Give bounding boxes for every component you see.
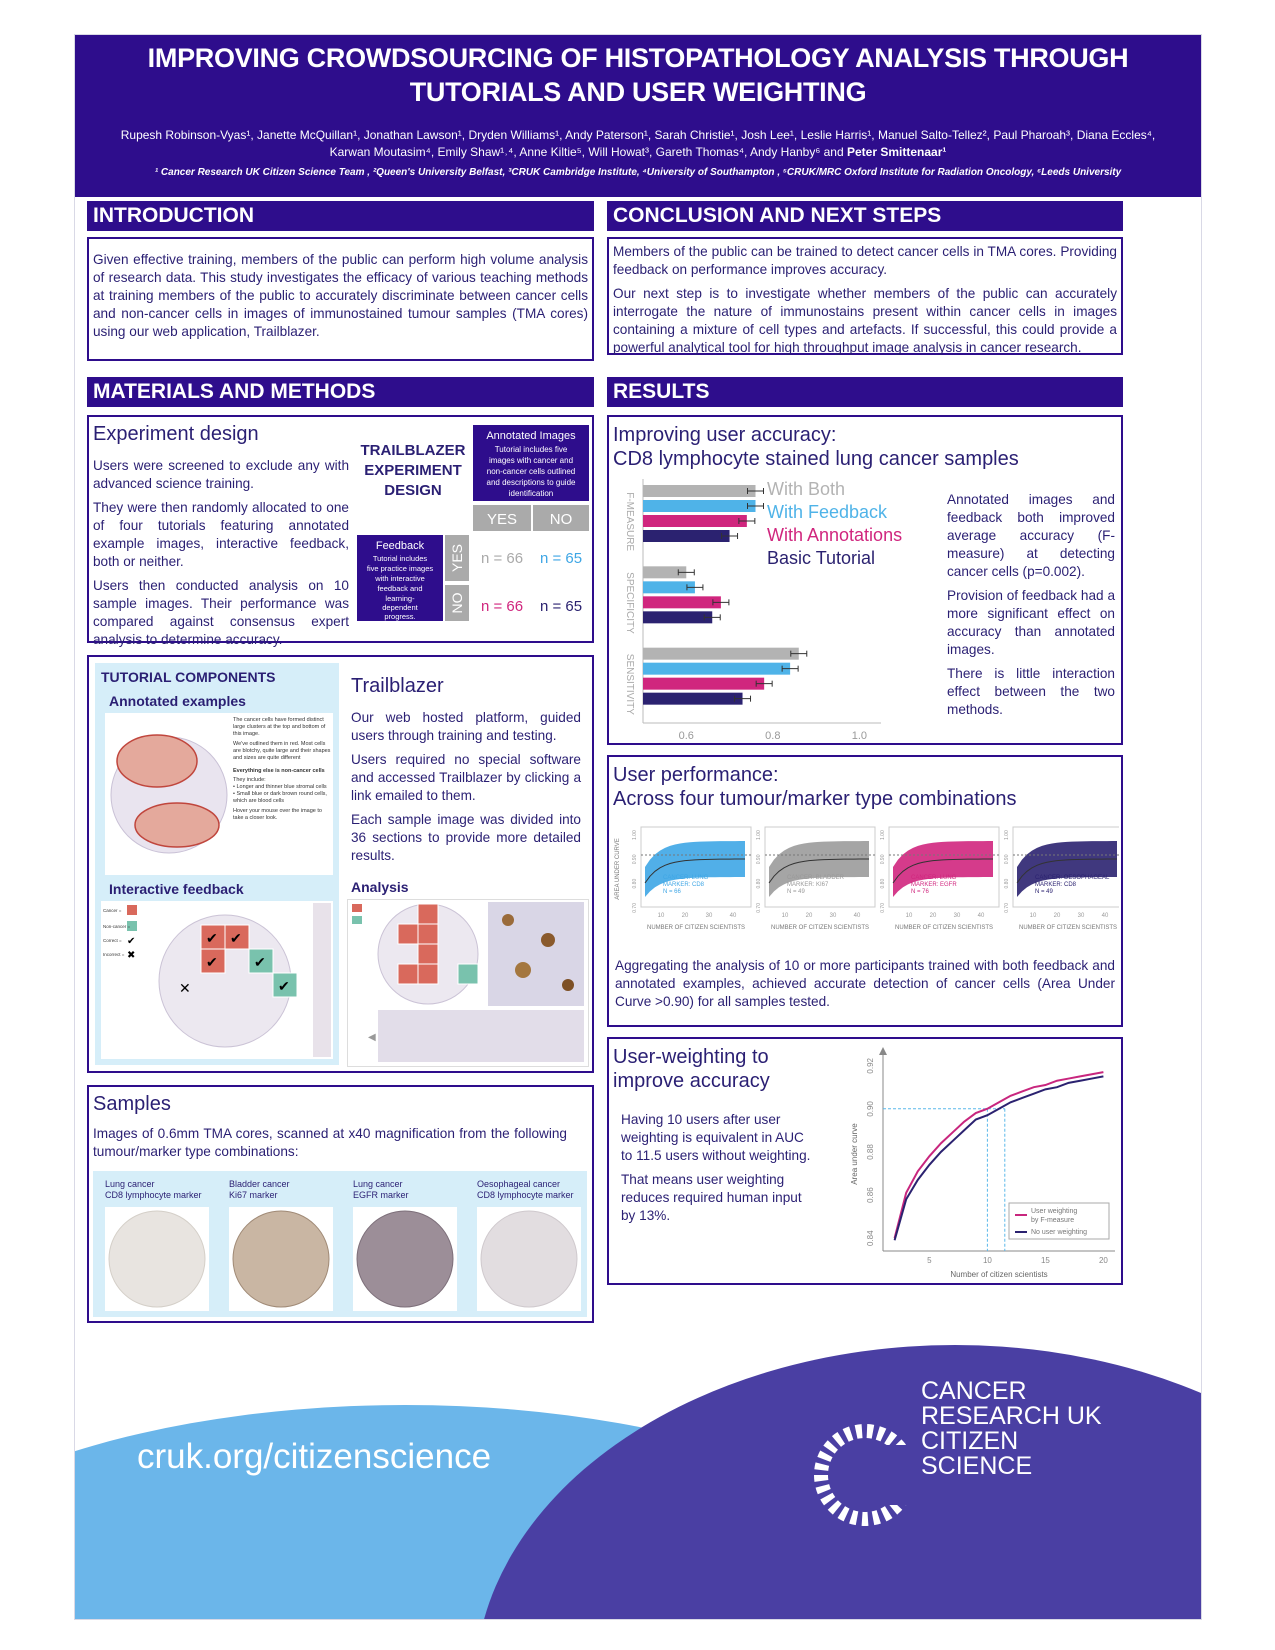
section-results: RESULTS: [607, 377, 1123, 407]
sample-core-images: [93, 1171, 587, 1317]
auc-y-tick: 0.90: [632, 854, 638, 865]
auc-y-tick: 0.70: [756, 903, 762, 913]
authors: [99, 127, 1177, 161]
accuracy-p3: There is little interaction effect between the two methods.: [947, 666, 1115, 717]
auc-y-tick: 1.00: [880, 830, 886, 841]
auc-panel-label-3: N = 49: [1035, 889, 1053, 895]
bar: [643, 596, 721, 608]
line-y-tick: 0.90: [866, 1101, 875, 1117]
bar-x-tick: 0.6: [678, 730, 694, 742]
line-xlabel: Number of citizen scientists: [950, 1270, 1048, 1279]
auc-panel-label-3: N = 76: [911, 889, 929, 895]
cell-feedback: n = 65: [539, 550, 583, 567]
weighting-line-chart: [831, 1043, 1121, 1281]
conclusion-p1: Members of the public can be trained to detect cancer cells in TMA cores. Providing feedback on performance improves accuracy.: [613, 244, 1117, 277]
auc-y-tick: 0.70: [880, 903, 886, 913]
bar-x-tick: 1.0: [851, 730, 868, 742]
sample-2-l2: Ki67 marker: [229, 1190, 278, 1200]
sample-2-l1: Bladder cancer: [229, 1179, 290, 1189]
cell-basic: n = 65: [539, 598, 583, 615]
bar-legend-item: With Both: [767, 479, 846, 499]
experiment-design-box: [87, 415, 594, 647]
annot-caption-2: We've outlined them in red. Most cells are blotchy, quite large and their shapes and sizes are quite different: [233, 741, 331, 761]
fb-l6: dependent: [382, 603, 418, 612]
accuracy-title-1: Improving user accuracy:: [613, 424, 837, 446]
annot-caption-6: • Small blue or dark brown round cells, which are blood cells: [233, 791, 327, 804]
performance-text: Aggregating the analysis of 10 or more participants trained with both feedback and annotated examples, achieved accurate detection of cancer cells (Area Under Curve >0.90) for all samples tested.: [615, 958, 1115, 1009]
auc-x-tick: 30: [829, 913, 837, 919]
cell-annotations: n = 66: [480, 598, 524, 615]
auc-panel-label-1: CANCER: BLADDER: [787, 875, 845, 881]
auc-panel-label-2: MARKER: EGFR: [911, 882, 957, 888]
samples-panel: [93, 1171, 587, 1317]
analysis-label: Analysis: [351, 879, 409, 895]
fb-l1: Tutorial includes: [372, 554, 428, 563]
sample-4-l1: Oesophageal cancer: [477, 1179, 561, 1189]
performance-title: [613, 763, 1017, 811]
trailblazer-p3: Each sample image was divided into 36 sections to provide more detailed results.: [351, 812, 581, 863]
weighting-box: [607, 1037, 1123, 1285]
poster-title: [75, 41, 1201, 109]
annot-l5: identification: [508, 489, 554, 498]
annot-title: Annotated Images: [486, 430, 576, 442]
auc-y-tick: 0.80: [756, 878, 762, 889]
authors-last: Peter Smittenaar¹: [846, 145, 947, 159]
legend-weighting-1: User weighting: [1031, 1208, 1078, 1215]
auc-y-tick: 0.70: [632, 903, 638, 913]
auc-y-tick: 0.90: [756, 854, 762, 865]
svg-text:✔: ✔: [230, 930, 242, 946]
col-yes: YES: [486, 511, 518, 528]
auc-y-tick: 0.80: [1004, 878, 1010, 889]
accuracy-box: [607, 415, 1123, 745]
bar-category-label: SPECIFICITY: [624, 572, 635, 634]
accuracy-p2: Provision of feedback had a more significant effect on accuracy than annotated images.: [947, 588, 1115, 657]
y-axis-arrow: [879, 1047, 887, 1055]
auc-x-tick: 40: [1101, 913, 1109, 919]
logo-line-3: CITIZEN: [921, 1427, 1019, 1455]
svg-text:◀: ◀: [368, 1032, 376, 1043]
legend-weighting-2: by F-measure: [1031, 1217, 1075, 1224]
auc-xlabel: NUMBER OF CITIZEN SCIENTISTS: [770, 925, 870, 931]
auc-xlabel: NUMBER OF CITIZEN SCIENTISTS: [646, 925, 746, 931]
bar-legend-item: With Annotations: [767, 525, 903, 545]
fb-l7: progress.: [384, 612, 416, 621]
auc-x-tick: 20: [929, 913, 937, 919]
sample-3-l2: EGFR marker: [353, 1190, 409, 1200]
annot-l2: images with cancer and: [488, 456, 574, 465]
annot-caption-1: The cancer cells have formed distinct large clusters at the top and bottom of this image.: [233, 717, 326, 737]
samples-box: [87, 1085, 594, 1323]
annotated-examples-label: Annotated examples: [109, 693, 246, 709]
annot-l4: and descriptions to guide: [486, 478, 576, 487]
bar: [643, 611, 712, 623]
bar-x-tick: 0.8: [765, 730, 781, 742]
fb-l2: five practice images: [366, 564, 434, 573]
sample-1-l2: CD8 lymphocyte marker: [105, 1190, 202, 1200]
line-x-tick: 15: [1040, 1256, 1050, 1265]
bar: [643, 693, 743, 705]
auc-y-tick: 0.90: [1004, 854, 1010, 865]
weighting-title-1: User-weighting to: [613, 1046, 769, 1068]
interactive-feedback-image: [101, 901, 333, 1059]
annot-caption-3: Everything else is non-cancer cells: [233, 768, 325, 774]
bar: [643, 530, 730, 542]
experiment-design-text: [93, 457, 349, 655]
design-title-2: EXPERIMENT: [364, 462, 462, 479]
auc-xlabel: NUMBER OF CITIZEN SCIENTISTS: [1018, 925, 1118, 931]
auc-panel-label-1: CANCER: LUNG: [663, 875, 709, 881]
auc-y-tick: 1.00: [632, 830, 638, 841]
experiment-p2: They were then randomly allocated to one of four tutorials featuring annotated example images, interactive feedback, both or neither.: [93, 500, 349, 569]
samples-title: Samples: [93, 1093, 171, 1115]
svg-text:✔: ✔: [206, 930, 218, 946]
auc-panel-label-3: N = 49: [787, 889, 805, 895]
section-conclusion: CONCLUSION AND NEXT STEPS: [607, 201, 1123, 231]
section-methods: MATERIALS AND METHODS: [87, 377, 594, 407]
col-no: NO: [549, 511, 573, 528]
experiment-design-title: Experiment design: [93, 423, 259, 445]
annotated-example-image: [105, 713, 333, 875]
auc-x-tick: 20: [1053, 913, 1061, 919]
svg-text:✔: ✔: [127, 936, 136, 947]
svg-text:✖: ✖: [127, 950, 136, 961]
trailblazer-title: Trailblazer: [351, 675, 444, 697]
bar-category-label: SENSITIVITY: [624, 653, 635, 715]
legend-none: No user weighting: [1031, 1229, 1088, 1236]
row-yes: YES: [449, 543, 465, 573]
annot-l3: non-cancer cells outlined: [486, 467, 576, 476]
weighting-text: [621, 1111, 817, 1231]
line-x-tick: 10: [982, 1256, 992, 1265]
bar: [643, 648, 799, 660]
legend-noncancer: Non-cancer =: [103, 924, 131, 929]
cell-both: n = 66: [480, 550, 524, 567]
trailblazer-p1: Our web hosted platform, guided users through training and testing.: [351, 710, 581, 743]
legend-cancer: Cancer =: [103, 908, 122, 913]
logo-line-1: CANCER: [921, 1377, 1027, 1405]
bar-legend-item: With Feedback: [767, 502, 888, 522]
accuracy-title-2: CD8 lymphocyte stained lung cancer samples: [613, 448, 1019, 470]
annotated-example-caption: [233, 717, 331, 822]
accuracy-p1: Annotated images and feedback both improved average accuracy (F-measure) at detecting cancer cells (p=0.002).: [947, 492, 1115, 579]
auc-ylabel: AREA UNDER CURVE: [615, 838, 621, 900]
sample-1-l1: Lung cancer: [105, 1179, 155, 1189]
trailblazer-p2: Users required no special software and accessed Trailblazer by clicking a link emailed to them.: [351, 752, 581, 803]
fb-title: Feedback: [375, 540, 425, 552]
logo-line-2: RESEARCH UK: [921, 1402, 1102, 1430]
line-ylabel: Area under curve: [850, 1123, 859, 1185]
auc-x-tick: 20: [681, 913, 689, 919]
bar: [643, 515, 747, 527]
performance-title-2: Across four tumour/marker type combinations: [613, 788, 1017, 810]
line-x-tick: 5: [927, 1256, 932, 1265]
fb-l4: feedback and: [377, 584, 423, 593]
weighting-p2: That means user weighting reduces required human input by 13%.: [621, 1172, 802, 1223]
annot-caption-4: They include:: [233, 777, 266, 783]
bar: [643, 678, 764, 690]
svg-text:✕: ✕: [179, 980, 191, 996]
auc-panels-chart: [613, 823, 1119, 953]
auc-y-tick: 0.80: [632, 878, 638, 889]
accuracy-text: [947, 491, 1115, 725]
auc-panel-label-3: N = 66: [663, 889, 681, 895]
annot-caption-5: • Longer and thinner blue stromal cells: [233, 784, 327, 790]
cruk-logo-text: [921, 1379, 1102, 1479]
auc-x-tick: 10: [781, 913, 789, 919]
row-no: NO: [449, 592, 465, 614]
auc-x-tick: 30: [953, 913, 961, 919]
accuracy-bar-chart: [613, 475, 943, 745]
auc-x-tick: 20: [805, 913, 813, 919]
title-line-1: IMPROVING CROWDSOURCING OF HISTOPATHOLOGY ANALYSIS THROUGH: [147, 43, 1129, 73]
conclusion-p2: Our next step is to investigate whether members of the public can accurately interrogate the nature of immunostains present within cancer cells in images containing a mixture of cell types and artefacts. If successful, this could provide a powerful analytical tool for high throughput image analysis in cancer research.: [613, 286, 1117, 355]
samples-text: Images of 0.6mm TMA cores, scanned at x40 magnification from the following tumour/marker type combinations:: [93, 1126, 567, 1159]
design-title-1: TRAILBLAZER: [360, 442, 466, 459]
accuracy-title: [613, 423, 1019, 471]
annot-l1: Tutorial includes five: [494, 445, 568, 454]
line-x-tick: 20: [1098, 1256, 1108, 1265]
analysis-image: [348, 900, 588, 1066]
auc-y-tick: 0.90: [880, 854, 886, 865]
auc-y-tick: 0.80: [880, 878, 886, 889]
poster: [74, 34, 1202, 1620]
auc-panel-label-2: MARKER: KI67: [787, 882, 829, 888]
auc-x-tick: 40: [853, 913, 861, 919]
auc-x-tick: 10: [657, 913, 665, 919]
svg-text:✔: ✔: [254, 954, 266, 970]
auc-x-tick: 40: [977, 913, 985, 919]
bar-category-label: F-MEASURE: [624, 492, 635, 552]
auc-y-tick: 1.00: [756, 830, 762, 841]
weighting-title-2: improve accuracy: [613, 1070, 770, 1092]
auc-y-tick: 1.00: [1004, 830, 1010, 841]
auc-y-tick: 0.70: [1004, 903, 1010, 913]
experiment-p1: Users were screened to exclude any with advanced science training.: [93, 458, 349, 491]
line-y-tick: 0.86: [866, 1187, 875, 1203]
annotated-core-image: [109, 715, 229, 875]
footer-url[interactable]: cruk.org/citizenscience: [137, 1437, 492, 1476]
svg-text:✔: ✔: [278, 978, 290, 994]
logo-line-4: SCIENCE: [921, 1452, 1033, 1480]
introduction-box: [87, 237, 594, 361]
interactive-feedback-label: Interactive feedback: [109, 881, 244, 897]
tutorial-box: [87, 655, 594, 1073]
line-y-tick: 0.88: [866, 1144, 875, 1160]
bar: [643, 500, 756, 512]
svg-text:✔: ✔: [206, 954, 218, 970]
auc-x-tick: 10: [905, 913, 913, 919]
experiment-design-table: [357, 425, 589, 621]
annot-caption-7: Hover your mouse over the image to take a closer look.: [233, 808, 322, 821]
authors-line-2: Eccles⁴, Karwan Moutasim⁴, Emily Shaw¹˒⁴, Anne Kiltie⁵, Will Howat³, Gareth Thomas⁴, Andy Hanby⁶ and: [329, 128, 1156, 159]
poster-header: [75, 35, 1201, 197]
legend-incorrect: Incorrect =: [103, 952, 125, 957]
introduction-text: Given effective training, members of the public can perform high volume analysis of research data. This study investigates the efficacy of various teaching methods at training members of the public to accurately discriminate between cancer cells and non-cancer cells in images of immunostained tumour samples (TMA cores) using our web application, Trailblazer.: [93, 252, 588, 339]
performance-title-1: User performance:: [613, 764, 779, 786]
section-introduction: INTRODUCTION: [87, 201, 594, 231]
weighting-p1: Having 10 users after user weighting is equivalent in AUC to 11.5 users without weighting.: [621, 1112, 811, 1163]
auc-panel-label-2: MARKER: CD8: [1035, 882, 1077, 888]
auc-x-tick: 10: [1029, 913, 1037, 919]
legend-correct: Correct =: [103, 938, 122, 943]
design-title-3: DESIGN: [384, 482, 442, 499]
analysis-screenshot: [347, 899, 589, 1067]
title-line-2: TUTORIALS AND USER WEIGHTING: [409, 77, 867, 107]
feedback-grid-image: [101, 901, 333, 1059]
auc-panel-label-1: CANCER: OESOPHAGEAL: [1035, 875, 1110, 881]
fb-l5: learning-: [385, 594, 415, 603]
affiliations: ¹ Cancer Research UK Citizen Science Team , ²Queen's University Belfast, ³CRUK Cambridge Institute, ⁴University of Southampton , ⁵CRUK/MRC Oxford Institute for Radiation Oncology, ⁶Leeds University: [154, 167, 1122, 178]
tutorial-components-title: TUTORIAL COMPONENTS: [101, 669, 276, 685]
performance-box: [607, 755, 1123, 1027]
authors-line-1: Rupesh Robinson-Vyas¹, Janette McQuillan¹, Jonathan Lawson¹, Dryden Williams¹, Andy Paterson¹, Sarah Christie¹, Josh Lee¹, Leslie Harris¹, Manuel Salto-Tellez², Paul Pharoah³, Diana: [120, 128, 1109, 142]
sample-3-l1: Lung cancer: [353, 1179, 403, 1189]
auc-panel-label-1: CANCER: LUNG: [911, 875, 957, 881]
experiment-p3: Users then conducted analysis on 10 sample images. Their performance was compared against consensus expert analysis to determine accuracy.: [93, 578, 349, 647]
line-y-tick: 0.92: [866, 1057, 875, 1074]
trailblazer-text: [351, 709, 581, 871]
bar-legend-item: Basic Tutorial: [767, 548, 876, 568]
line-y-tick: 0.84: [866, 1230, 875, 1247]
auc-panel-label-2: MARKER: CD8: [663, 882, 705, 888]
auc-x-tick: 30: [705, 913, 713, 919]
bar: [643, 663, 790, 675]
auc-x-tick: 30: [1077, 913, 1085, 919]
bar: [643, 485, 756, 497]
weighting-title: [613, 1045, 770, 1093]
fb-l3: with interactive: [375, 574, 425, 583]
sample-4-l2: CD8 lymphocyte marker: [477, 1190, 574, 1200]
auc-x-tick: 40: [729, 913, 737, 919]
conclusion-box: [607, 237, 1123, 355]
auc-xlabel: NUMBER OF CITIZEN SCIENTISTS: [894, 925, 994, 931]
tutorial-components-panel: [95, 663, 339, 1065]
